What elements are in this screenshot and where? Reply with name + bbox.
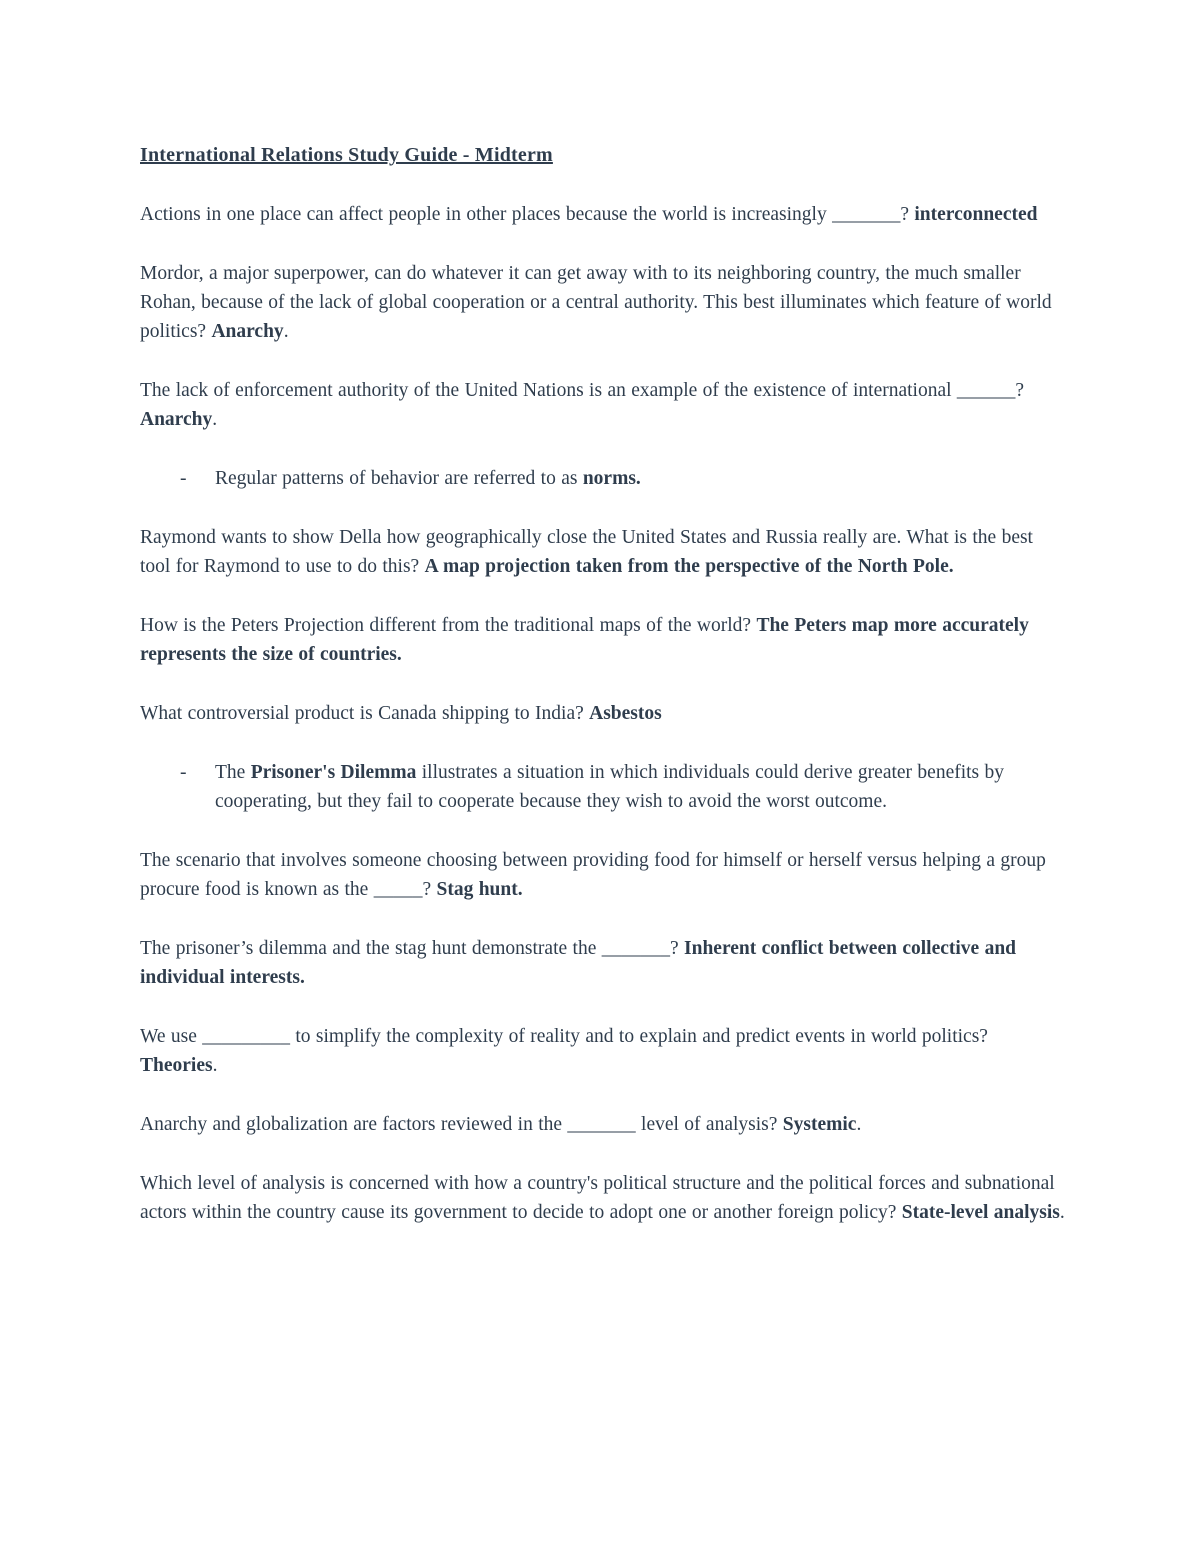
bullet-dash: - [180,762,187,783]
question-text: The scenario that involves someone choosing between providing food for himself or herself versus helping a group procure food is known as the _____? [140,850,1046,900]
question-text: The lack of enforcement authority of the United Nations is an example of the existence of international ______? [140,380,1025,401]
bullet-item-norms [140,464,1065,493]
question-text: Actions in one place can affect people in other places because the world is increasingly _______? [140,204,915,225]
question-text: illustrates a situation in which individuals could derive greater benefits by cooperating, but they fail to cooperate because they wish to avoid the worst outcome. [215,762,1005,812]
qa-paragraph-systemic [140,1110,1065,1139]
qa-paragraph-peters-projection [140,611,1065,669]
bullet-dash: - [180,468,187,489]
answer-text: interconnected [914,204,1038,225]
question-text: . [212,1055,218,1076]
answer-text: Anarchy [140,409,213,430]
answer-text: Prisoner's Dilemma [250,762,417,783]
answer-text: The Peters map more accurately represents the size of countries. [140,615,1029,665]
qa-paragraph-stag-hunt [140,846,1065,904]
qa-paragraph-mordor-anarchy [140,259,1065,346]
question-text: What controversial product is Canada shipping to India? [140,703,590,724]
question-text: Which level of analysis is concerned with how a country's political structure and the political forces and subnational actors within the country cause its government to decide to adopt one or another foreign policy? [140,1173,1055,1223]
bullet-text [215,758,1065,816]
answer-text: State-level analysis [901,1202,1060,1223]
document-title: International Relations Study Guide - Midterm [140,144,553,166]
qa-paragraph-un-anarchy [140,376,1065,434]
answer-text: Stag hunt. [436,879,523,900]
question-text: . [856,1114,862,1135]
question-text: Raymond wants to show Della how geographically close the United States and Russia really are. What is the best tool for Raymond to use to do this? [140,527,1033,577]
question-text: The [215,762,251,783]
qa-paragraph-interconnected [140,200,1065,229]
question-text: The prisoner’s dilemma and the stag hunt demonstrate the _______? [140,938,685,959]
qa-paragraph-asbestos [140,699,1065,728]
answer-text: Asbestos [589,703,662,724]
answer-text: Systemic [782,1114,857,1135]
question-text: We use _________ to simplify the complexity of reality and to explain and predict events in world politics? [140,1026,988,1047]
answer-text: A map projection taken from the perspective of the North Pole. [424,556,954,577]
qa-paragraph-map-projection [140,523,1065,581]
bullet-text [215,464,1065,493]
answer-text: Inherent conflict between collective and individual interests. [140,938,1017,988]
answer-text: Anarchy [211,321,284,342]
qa-paragraph-inherent-conflict [140,934,1065,992]
question-text: . [283,321,289,342]
question-text: Anarchy and globalization are factors reviewed in the _______ level of analysis? [140,1114,783,1135]
question-text: How is the Peters Projection different from the traditional maps of the world? [140,615,757,636]
question-text: Mordor, a major superpower, can do whatever it can get away with to its neighboring country, the much smaller Rohan, because of the lack of global cooperation or a central authority. This best illuminates which feature of world politics? [140,263,1052,342]
bullet-item-prisoners-dilemma [140,758,1065,816]
answer-text: norms. [582,468,641,489]
question-text: Regular patterns of behavior are referred to as [215,468,583,489]
question-text: . [212,409,218,430]
qa-paragraph-state-level [140,1169,1065,1227]
answer-text: Theories [140,1055,213,1076]
qa-paragraph-theories [140,1022,1065,1080]
question-text: . [1059,1202,1065,1223]
